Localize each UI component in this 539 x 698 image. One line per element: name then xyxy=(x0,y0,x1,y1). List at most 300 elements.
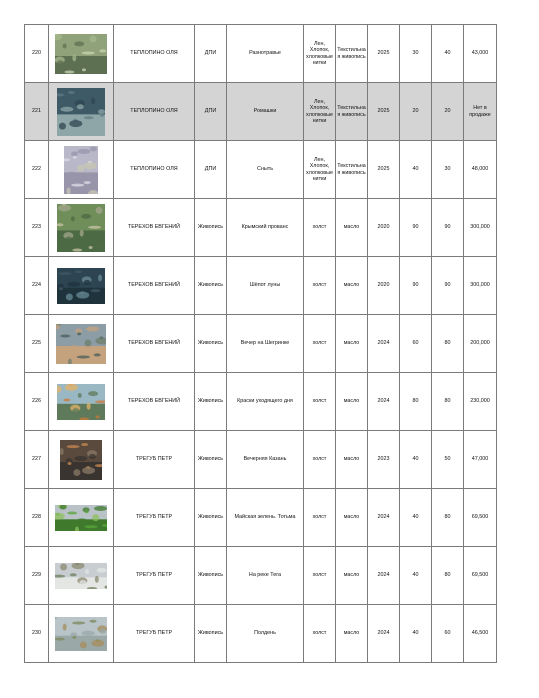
thumbnail-brushstroke xyxy=(85,510,89,513)
thumbnail-brushstroke xyxy=(100,113,104,116)
material: холст xyxy=(312,340,327,347)
thumbnail-brushstroke xyxy=(59,122,66,129)
table-row xyxy=(25,25,497,83)
thumbnail-brushstroke xyxy=(96,415,100,418)
thumbnail-brushstroke xyxy=(92,514,99,521)
thumbnail-brushstroke xyxy=(70,573,77,576)
thumbnail-brushstroke xyxy=(84,279,91,284)
cell-number xyxy=(25,431,49,489)
cell-price xyxy=(464,373,497,431)
cell-year xyxy=(368,199,400,257)
genre: Живопись xyxy=(197,224,224,231)
cell-material xyxy=(304,83,336,141)
thumbnail-brushstroke xyxy=(76,291,89,298)
price: Нет в продаже xyxy=(469,105,491,118)
genre: Живопись xyxy=(197,398,224,405)
thumbnail-brushstroke xyxy=(94,353,101,356)
thumbnail-brushstroke xyxy=(82,51,95,54)
cell-technique xyxy=(336,83,368,141)
artwork-title: Ромашки xyxy=(253,108,277,115)
year: 2024 xyxy=(377,572,390,579)
cell-thumbnail xyxy=(49,257,114,315)
technique: Текстильная живопись xyxy=(337,47,366,60)
thumbnail-brushstroke xyxy=(59,287,63,290)
material: холст xyxy=(312,282,327,289)
thumbnail-brushstroke xyxy=(69,120,82,127)
thumbnail-brushstroke xyxy=(68,462,72,465)
cell-thumbnail xyxy=(49,489,114,547)
cell-genre xyxy=(195,431,227,489)
cell-material xyxy=(304,489,336,547)
thumbnail-brushstroke xyxy=(84,181,91,184)
artwork-thumbnail[interactable] xyxy=(57,268,105,304)
genre: Живопись xyxy=(197,572,224,579)
price: 48,000 xyxy=(471,166,489,173)
cell-artist xyxy=(114,257,195,315)
price: 43,000 xyxy=(471,50,489,57)
thumbnail-brushstroke xyxy=(67,511,77,514)
thumbnail-brushstroke xyxy=(65,384,78,391)
table-row xyxy=(25,83,497,141)
width: 30 xyxy=(412,50,419,57)
cell-year xyxy=(368,373,400,431)
cell-width xyxy=(400,25,432,83)
thumbnail-brushstroke xyxy=(72,408,79,413)
table-row xyxy=(25,547,497,605)
artwork-thumbnail[interactable] xyxy=(55,505,107,531)
price: 47,000 xyxy=(471,456,489,463)
thumbnail-brushstroke xyxy=(72,248,82,251)
thumbnail-brushstroke xyxy=(66,445,79,448)
artwork-number: 223 xyxy=(32,224,41,231)
cell-number xyxy=(25,257,49,315)
table-row xyxy=(25,605,497,663)
artwork-title: Краски уходящего дня xyxy=(237,398,293,405)
artwork-thumbnail[interactable] xyxy=(55,563,107,589)
genre: Живопись xyxy=(197,340,224,347)
artwork-number: 227 xyxy=(32,456,41,463)
cell-height xyxy=(432,547,464,605)
material: холст xyxy=(312,398,327,405)
cell-price xyxy=(464,25,497,83)
price: 200,000 xyxy=(470,340,490,347)
width: 20 xyxy=(412,108,419,115)
thumbnail-brushstroke xyxy=(74,41,84,46)
cell-height xyxy=(432,489,464,547)
technique: Текстильная живопись xyxy=(337,163,366,176)
thumbnail-brushstroke xyxy=(84,116,94,119)
cell-thumbnail xyxy=(49,199,114,257)
cell-material xyxy=(304,199,336,257)
thumbnail-brushstroke xyxy=(84,525,97,528)
cell-technique xyxy=(336,257,368,315)
thumbnail-brushstroke xyxy=(87,241,94,246)
cell-price xyxy=(464,489,497,547)
thumbnail-brushstroke xyxy=(66,293,73,300)
artist-name: ТЕПЛОПИНО ОЛЯ xyxy=(130,166,178,173)
artist-name: ТЕПЛОПИНО ОЛЯ xyxy=(130,50,178,57)
cell-number xyxy=(25,489,49,547)
cell-width xyxy=(400,257,432,315)
cell-number xyxy=(25,83,49,141)
thumbnail-brushstroke xyxy=(58,272,71,275)
thumbnail-brushstroke xyxy=(82,630,95,635)
cell-price xyxy=(464,83,497,141)
cell-thumbnail xyxy=(49,315,114,373)
cell-material xyxy=(304,141,336,199)
cell-genre xyxy=(195,199,227,257)
table-row xyxy=(25,257,497,315)
cell-number xyxy=(25,199,49,257)
width: 40 xyxy=(412,166,419,173)
thumbnail-brushstroke xyxy=(55,637,65,640)
width: 40 xyxy=(412,514,419,521)
artwork-number: 221 xyxy=(32,108,41,115)
width: 60 xyxy=(412,340,419,347)
cell-number xyxy=(25,315,49,373)
thumbnail-brushstroke xyxy=(73,155,77,158)
thumbnail-brushstroke xyxy=(71,216,75,221)
material: Лен, Хлопок, хлопковые нитки xyxy=(306,98,333,124)
material: холст xyxy=(312,630,327,637)
thumbnail-brushstroke xyxy=(91,639,104,646)
height: 20 xyxy=(444,108,451,115)
cell-width xyxy=(400,199,432,257)
cell-title xyxy=(227,141,304,199)
material: холст xyxy=(312,456,327,463)
thumbnail-brushstroke xyxy=(65,236,72,241)
cell-height xyxy=(432,25,464,83)
artist-name: ТЕРЕХОВ ЕВГЕНИЙ xyxy=(127,282,181,289)
cell-number xyxy=(25,25,49,83)
thumbnail-brushstroke xyxy=(73,469,80,476)
cell-thumbnail xyxy=(49,605,114,663)
cell-price xyxy=(464,431,497,489)
cell-title xyxy=(227,547,304,605)
artist-name: ТРЕГУБ ПЕТР xyxy=(135,572,173,579)
thumbnail-brushstroke xyxy=(71,151,78,156)
thumbnail-brushstroke xyxy=(77,104,84,109)
thumbnail-brushstroke xyxy=(84,339,91,346)
technique: Текстильная живопись xyxy=(337,105,366,118)
cell-genre xyxy=(195,315,227,373)
thumbnail-brushstroke xyxy=(77,355,90,358)
thumbnail-brushstroke xyxy=(86,326,99,331)
price: 46,500 xyxy=(471,630,489,637)
height: 40 xyxy=(444,50,451,57)
genre: Живопись xyxy=(197,630,224,637)
artist-name: ТРЕГУБ ПЕТР xyxy=(135,456,173,463)
technique: масло xyxy=(343,340,360,347)
cell-genre xyxy=(195,83,227,141)
artwork-thumbnail[interactable] xyxy=(60,440,102,480)
thumbnail-brushstroke xyxy=(57,60,64,65)
cell-material xyxy=(304,25,336,83)
price: 230,000 xyxy=(470,398,490,405)
year: 2020 xyxy=(377,224,390,231)
cell-technique xyxy=(336,605,368,663)
thumbnail-brushstroke xyxy=(84,162,97,169)
year: 2025 xyxy=(377,166,390,173)
material: холст xyxy=(312,514,327,521)
cell-width xyxy=(400,489,432,547)
price: 300,000 xyxy=(470,224,490,231)
cell-title xyxy=(227,199,304,257)
artwork-number: 228 xyxy=(32,514,41,521)
height: 80 xyxy=(444,572,451,579)
technique: масло xyxy=(343,630,360,637)
technique: масло xyxy=(343,514,360,521)
catalog-rows xyxy=(25,25,497,663)
cell-technique xyxy=(336,141,368,199)
thumbnail-brushstroke xyxy=(58,204,71,211)
table-row xyxy=(25,489,497,547)
cell-title xyxy=(227,373,304,431)
genre: ДПИ xyxy=(204,166,217,173)
thumbnail-brushstroke xyxy=(91,62,104,67)
cell-width xyxy=(400,547,432,605)
cell-width xyxy=(400,605,432,663)
thumbnail-brushstroke xyxy=(94,505,107,510)
thumbnail-brushstroke xyxy=(64,70,74,73)
material: Лен, Хлопок, хлопковые нитки xyxy=(306,40,333,66)
thumbnail-brushstroke xyxy=(63,623,67,630)
artwork-number: 229 xyxy=(32,572,41,579)
cell-height xyxy=(432,199,464,257)
cell-title xyxy=(227,605,304,663)
artwork-thumbnail[interactable] xyxy=(57,204,105,252)
cell-year xyxy=(368,431,400,489)
thumbnail-brushstroke xyxy=(81,443,88,446)
width: 90 xyxy=(412,282,419,289)
cell-height xyxy=(432,431,464,489)
technique: масло xyxy=(343,282,360,289)
artist-name: ТРЕГУБ ПЕТР xyxy=(135,630,173,637)
cell-genre xyxy=(195,373,227,431)
thumbnail-brushstroke xyxy=(77,164,84,171)
height: 90 xyxy=(444,224,451,231)
thumbnail-brushstroke xyxy=(77,148,90,153)
artwork-title: Полдень xyxy=(254,630,276,637)
thumbnail-brushstroke xyxy=(90,146,97,151)
artwork-number: 222 xyxy=(32,166,41,173)
year: 2020 xyxy=(377,282,390,289)
cell-title xyxy=(227,489,304,547)
technique: масло xyxy=(343,398,360,405)
cell-width xyxy=(400,431,432,489)
cell-artist xyxy=(114,431,195,489)
thumbnail-brushstroke xyxy=(60,563,67,570)
height: 80 xyxy=(444,398,451,405)
thumbnail-brushstroke xyxy=(62,581,75,586)
cell-material xyxy=(304,373,336,431)
artwork-title: Шёпот луны xyxy=(249,282,281,289)
artwork-number: 224 xyxy=(32,282,41,289)
artist-name: ТЕРЕХОВ ЕВГЕНИЙ xyxy=(127,224,181,231)
artwork-thumbnail[interactable] xyxy=(64,146,98,194)
cell-material xyxy=(304,547,336,605)
cell-height xyxy=(432,373,464,431)
cell-title xyxy=(227,83,304,141)
cell-number xyxy=(25,373,49,431)
width: 40 xyxy=(412,572,419,579)
width: 40 xyxy=(412,456,419,463)
cell-material xyxy=(304,257,336,315)
cell-material xyxy=(304,431,336,489)
year: 2025 xyxy=(377,50,390,57)
year: 2024 xyxy=(377,630,390,637)
thumbnail-brushstroke xyxy=(67,171,77,176)
year: 2024 xyxy=(377,514,390,521)
thumbnail-brushstroke xyxy=(87,402,91,409)
height: 50 xyxy=(444,456,451,463)
artwork-thumbnail[interactable] xyxy=(55,617,107,651)
thumbnail-brushstroke xyxy=(70,345,80,350)
table-row xyxy=(25,141,497,199)
artwork-title: Сныть xyxy=(256,166,274,173)
cell-width xyxy=(400,141,432,199)
thumbnail-brushstroke xyxy=(91,289,101,292)
artwork-thumbnail[interactable] xyxy=(56,324,106,364)
genre: Живопись xyxy=(197,456,224,463)
material: холст xyxy=(312,572,327,579)
cell-artist xyxy=(114,547,195,605)
genre: Живопись xyxy=(197,282,224,289)
price: 300,000 xyxy=(470,282,490,289)
thumbnail-brushstroke xyxy=(71,183,84,186)
artwork-thumbnail[interactable] xyxy=(57,88,105,136)
cell-artist xyxy=(114,25,195,83)
cell-artist xyxy=(114,373,195,431)
artwork-number: 226 xyxy=(32,398,41,405)
artwork-number: 230 xyxy=(32,630,41,637)
cell-genre xyxy=(195,489,227,547)
thumbnail-brushstroke xyxy=(89,453,96,458)
year: 2024 xyxy=(377,398,390,405)
cell-width xyxy=(400,315,432,373)
cell-year xyxy=(368,83,400,141)
width: 90 xyxy=(412,224,419,231)
height: 30 xyxy=(444,166,451,173)
thumbnail-brushstroke xyxy=(77,518,87,523)
cell-price xyxy=(464,141,497,199)
cell-title xyxy=(227,25,304,83)
cell-height xyxy=(432,141,464,199)
cell-number xyxy=(25,605,49,663)
thumbnail-brushstroke xyxy=(88,225,101,228)
cell-price xyxy=(464,315,497,373)
table-row xyxy=(25,315,497,373)
table-row xyxy=(25,373,497,431)
thumbnail-brushstroke xyxy=(93,129,103,134)
artwork-title: Разнотравье xyxy=(249,50,281,57)
thumbnail-brushstroke xyxy=(80,229,84,236)
cell-year xyxy=(368,257,400,315)
year: 2025 xyxy=(377,108,390,115)
price: 69,500 xyxy=(471,514,489,521)
artwork-title: Вечер на Шегринке xyxy=(240,340,290,347)
thumbnail-brushstroke xyxy=(68,90,75,93)
cell-price xyxy=(464,257,497,315)
artist-name: ТЕРЕХОВ ЕВГЕНИЙ xyxy=(127,398,181,405)
cell-title xyxy=(227,257,304,315)
thumbnail-brushstroke xyxy=(90,619,97,622)
thumbnail-brushstroke xyxy=(63,398,70,401)
cell-technique xyxy=(336,547,368,605)
thumbnail-brushstroke xyxy=(59,347,63,352)
table-row xyxy=(25,431,497,489)
thumbnail-brushstroke xyxy=(81,213,91,218)
artwork-number: 225 xyxy=(32,340,41,347)
thumbnail-brushstroke xyxy=(67,281,80,286)
genre: ДПИ xyxy=(204,50,217,57)
cell-number xyxy=(25,141,49,199)
thumbnail-brushstroke xyxy=(82,467,95,474)
artist-name: ТЕПЛОПИНО ОЛЯ xyxy=(130,108,178,115)
artwork-title: Крымский прованс xyxy=(241,224,289,231)
height: 80 xyxy=(444,514,451,521)
cell-artist xyxy=(114,83,195,141)
cell-artist xyxy=(114,315,195,373)
thumbnail-brushstroke xyxy=(88,391,98,396)
technique: масло xyxy=(343,572,360,579)
artwork-title: Майская зелень. Тотьма xyxy=(234,514,296,521)
cell-year xyxy=(368,605,400,663)
cell-thumbnail xyxy=(49,373,114,431)
cell-technique xyxy=(336,25,368,83)
artwork-number: 220 xyxy=(32,50,41,57)
height: 90 xyxy=(444,282,451,289)
cell-year xyxy=(368,489,400,547)
cell-genre xyxy=(195,141,227,199)
thumbnail-brushstroke xyxy=(60,334,70,337)
cell-thumbnail xyxy=(49,83,114,141)
artwork-thumbnail[interactable] xyxy=(55,34,107,74)
genre: ДПИ xyxy=(204,108,217,115)
thumbnail-brushstroke xyxy=(80,641,87,648)
table-row xyxy=(25,199,497,257)
cell-thumbnail xyxy=(49,431,114,489)
thumbnail-brushstroke xyxy=(72,635,76,638)
thumbnail-brushstroke xyxy=(96,206,103,213)
cell-technique xyxy=(336,489,368,547)
cell-price xyxy=(464,605,497,663)
thumbnail-brushstroke xyxy=(89,246,93,249)
cell-year xyxy=(368,547,400,605)
artwork-title: На реке Тега xyxy=(248,572,282,579)
thumbnail-brushstroke xyxy=(77,332,81,335)
artwork-thumbnail[interactable] xyxy=(57,384,105,420)
cell-title xyxy=(227,431,304,489)
cell-material xyxy=(304,315,336,373)
thumbnail-brushstroke xyxy=(75,270,82,273)
height: 80 xyxy=(444,340,451,347)
height: 60 xyxy=(444,630,451,637)
thumbnail-brushstroke xyxy=(97,567,107,572)
cell-genre xyxy=(195,257,227,315)
year: 2024 xyxy=(377,340,390,347)
price: 69,500 xyxy=(471,572,489,579)
thumbnail-brushstroke xyxy=(90,35,97,42)
technique: масло xyxy=(343,456,360,463)
thumbnail-brushstroke xyxy=(78,393,82,398)
cell-artist xyxy=(114,141,195,199)
artist-name: ТЕРЕХОВ ЕВГЕНИЙ xyxy=(127,340,181,347)
artwork-catalog-table xyxy=(24,24,497,663)
cell-year xyxy=(368,141,400,199)
thumbnail-brushstroke xyxy=(61,475,71,480)
cell-year xyxy=(368,25,400,83)
